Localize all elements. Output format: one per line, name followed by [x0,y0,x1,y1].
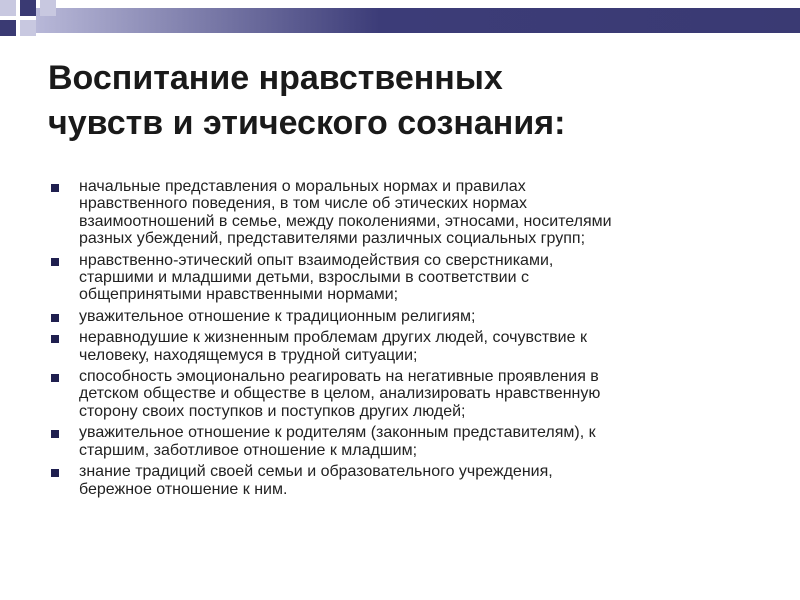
bullet-line: сторону своих поступков и поступков других людей; [79,402,466,420]
bullet-item [50,178,750,248]
bullet-line: человеку, находящемуся в трудной ситуации; [79,346,418,364]
bullet-line: взаимоотношений в семье, между поколениями, этносами, носителями [79,212,612,230]
decor-square [20,0,36,16]
bullet-line: знание традиций своей семьи и образовательного учреждения, [79,463,553,481]
square-bullet-icon [51,374,59,382]
bullet-line: бережное отношение к ним. [79,480,288,498]
slide-title [48,56,768,146]
bullet-line: начальные представления о моральных нормах и правилах [79,178,526,195]
bullet-item [50,463,750,498]
bullet-line: уважительное отношение к родителям (законным представителям), к [79,424,596,442]
bullet-item [50,308,750,325]
square-bullet-icon [51,469,59,477]
header-gradient-bar [36,8,800,33]
bullet-text [79,368,750,420]
square-bullet-icon [51,314,59,322]
slide-title-line: Воспитание нравственных [48,59,503,97]
bullet-line: старшим, заботливое отношение к младшим; [79,441,418,459]
bullet-text [79,463,750,498]
bullet-line: детском обществе и обществе в целом, анализировать нравственную [79,385,601,403]
square-bullet-icon [51,184,59,192]
bullet-line: общепринятыми нравственными нормами; [79,286,399,304]
bullet-line: старшими и младшими детьми, взрослыми в соответствии с [79,269,529,287]
bullet-text [79,178,750,248]
decor-square [20,20,36,36]
bullet-text [79,308,750,325]
bullet-line: нравственно-этический опыт взаимодействия со сверстниками, [79,251,554,269]
header-decoration [0,0,800,44]
bullet-item [50,329,750,364]
bullet-line: уважительное отношение к традиционным религиям; [79,307,476,325]
bullet-line: нравственного поведения, в том числе об этических нормах [79,195,528,213]
decor-square [0,0,16,16]
decor-square [0,20,16,36]
bullet-item [50,252,750,304]
bullet-item [50,368,750,420]
bullet-item [50,424,750,459]
square-bullet-icon [51,335,59,343]
bullet-text [79,329,750,364]
bullet-line: неравнодушие к жизненным проблемам других людей, сочувствие к [79,329,587,347]
bullet-list [50,178,750,502]
bullet-line: способность эмоционально реагировать на негативные проявления в [79,368,599,386]
bullet-line: разных убеждений, представителями различных социальных групп; [79,230,586,248]
slide-title-line: чувств и этического сознания: [48,104,566,142]
square-bullet-icon [51,430,59,438]
decor-square [40,0,56,16]
square-bullet-icon [51,258,59,266]
bullet-text [79,424,750,459]
bullet-text [79,252,750,304]
